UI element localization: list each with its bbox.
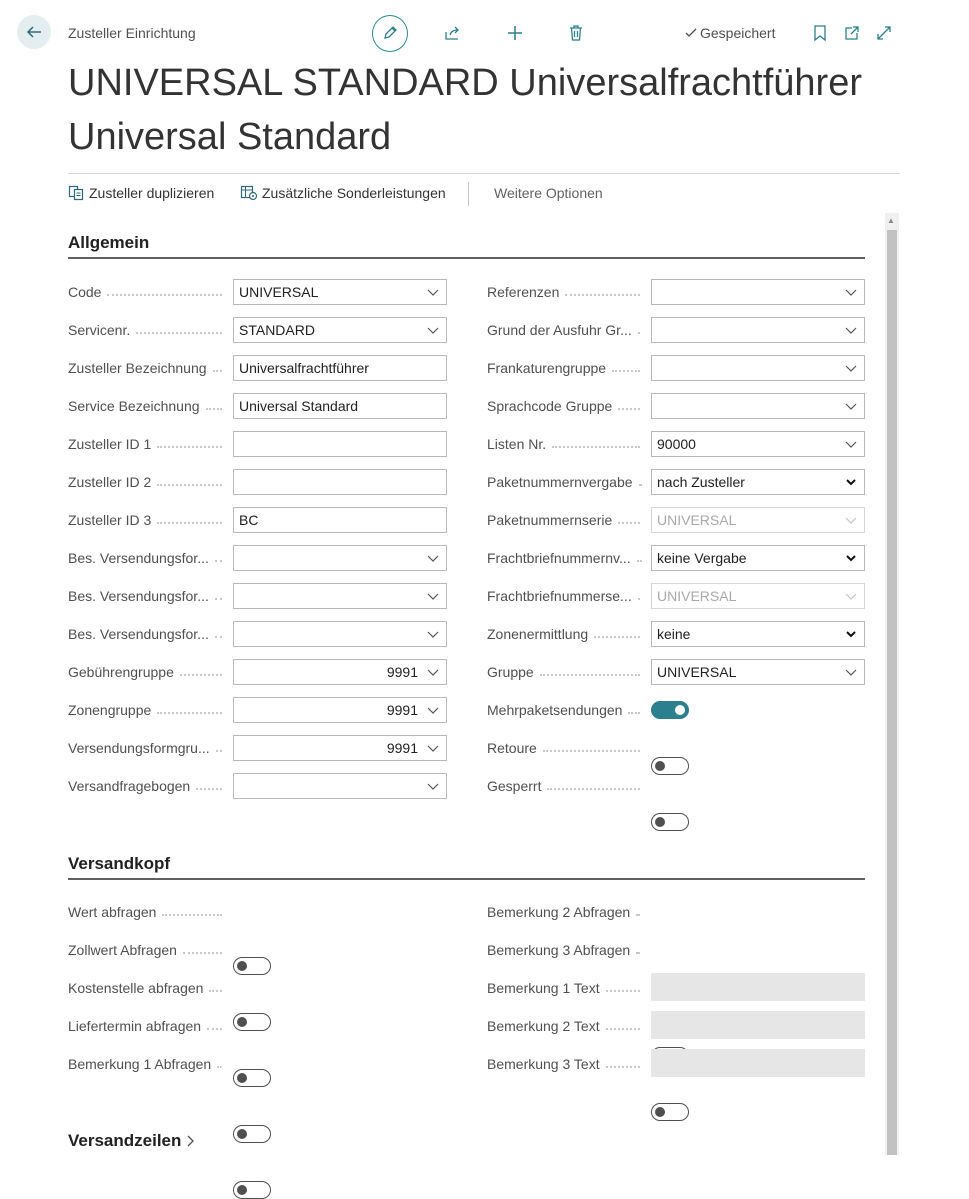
- leader-dots: [612, 370, 640, 372]
- toggle-knob: [675, 705, 685, 715]
- field-label-text: Bemerkung 1 Text: [487, 980, 600, 996]
- toggle-switch[interactable]: [651, 757, 689, 775]
- chevron-down-icon: [426, 323, 440, 337]
- text-input[interactable]: [233, 469, 447, 495]
- text-input[interactable]: [233, 355, 447, 381]
- field-label: [68, 658, 228, 686]
- field-value: Universalfrachtführer: [239, 360, 369, 376]
- field-value: 90000: [657, 436, 696, 452]
- more-options-label: Weitere Optionen: [494, 185, 603, 201]
- leader-dots: [157, 446, 222, 448]
- field-label-text: Bes. Versendungsfor...: [68, 550, 209, 566]
- open-new-window-button[interactable]: [834, 15, 870, 51]
- field-label: [487, 506, 646, 534]
- extra-services-label: Zusätzliche Sonderleistungen: [262, 185, 446, 201]
- chevron-down-icon: [844, 285, 858, 299]
- text-input[interactable]: [233, 393, 447, 419]
- delete-button[interactable]: [558, 15, 594, 51]
- field-label-text: Versandfragebogen: [68, 778, 191, 794]
- leader-dots: [638, 332, 640, 334]
- new-button[interactable]: [497, 15, 533, 51]
- field-label-text: Frachtbriefnummernv...: [487, 550, 631, 566]
- field-label: [68, 354, 228, 382]
- field-label: [487, 316, 646, 344]
- chevron-down-icon: [844, 361, 858, 375]
- field-value: UNIVERSAL: [657, 512, 737, 528]
- chevron-down-icon: [844, 513, 858, 527]
- select-field[interactable]: [651, 621, 865, 647]
- field-label: [487, 898, 646, 926]
- field-label-text: Zusteller ID 1: [68, 436, 152, 452]
- chevron-down-icon: [426, 779, 440, 793]
- select-field[interactable]: [651, 469, 865, 495]
- pencil-icon: [382, 25, 398, 41]
- field-value: STANDARD: [239, 322, 315, 338]
- field-label: [68, 544, 228, 572]
- chevron-down-icon: [426, 741, 440, 755]
- field-value: UNIVERSAL: [657, 588, 737, 604]
- field-label: [68, 696, 228, 724]
- bookmark-button[interactable]: [802, 15, 838, 51]
- field-label: [487, 658, 646, 686]
- leader-dots: [540, 674, 640, 676]
- leader-dots: [196, 788, 222, 790]
- lookup-field[interactable]: [651, 279, 865, 305]
- field-label: [68, 468, 228, 496]
- section-shipping-lines[interactable]: [68, 1131, 195, 1151]
- field-label-text: Gebührengruppe: [68, 664, 174, 680]
- field-label: [68, 278, 228, 306]
- field-label: [68, 392, 228, 420]
- toggle-knob: [655, 817, 665, 827]
- lookup-field[interactable]: [233, 659, 447, 685]
- field-value: UNIVERSAL: [239, 284, 319, 300]
- field-label-text: Kostenstelle abfragen: [68, 980, 204, 996]
- toggle-knob: [237, 1185, 247, 1195]
- scroll-up-icon[interactable]: ▲: [887, 216, 895, 225]
- field-label: [487, 734, 646, 762]
- field-label-text: Zusteller Bezeichnung: [68, 360, 207, 376]
- field-label: [68, 506, 228, 534]
- chevron-down-icon: [426, 627, 440, 641]
- field-label-text: Sprachcode Gruppe: [487, 398, 613, 414]
- leader-dots: [215, 636, 222, 638]
- toggle-knob: [237, 1017, 247, 1027]
- edit-button[interactable]: [372, 15, 408, 51]
- leader-dots: [636, 952, 640, 954]
- share-button[interactable]: [434, 15, 470, 51]
- field-label-text: Bemerkung 3 Text: [487, 1056, 600, 1072]
- select-caret-icon: [844, 475, 858, 489]
- leader-dots: [552, 446, 640, 448]
- leader-dots: [618, 408, 640, 410]
- lookup-field[interactable]: [233, 735, 447, 761]
- field-label: [487, 1012, 646, 1040]
- section-divider: [68, 257, 865, 259]
- lookup-field[interactable]: [651, 431, 865, 457]
- toggle-switch[interactable]: [233, 1125, 271, 1143]
- leader-dots: [136, 332, 222, 334]
- scrollbar-thumb[interactable]: [887, 230, 897, 1155]
- toggle-switch[interactable]: [651, 1103, 689, 1121]
- section-divider: [68, 878, 865, 880]
- field-label: [68, 1050, 228, 1078]
- field-value: UNIVERSAL: [657, 664, 737, 680]
- leader-dots: [216, 750, 222, 752]
- chevron-down-icon: [844, 589, 858, 603]
- field-value: BC: [239, 512, 259, 528]
- leader-dots: [107, 294, 222, 296]
- leader-dots: [565, 294, 640, 296]
- trash-icon: [568, 24, 584, 42]
- field-label: [487, 620, 646, 648]
- field-label-text: Bes. Versendungsfor...: [68, 626, 209, 642]
- page-title-line-2: Universal Standard: [68, 116, 392, 158]
- leader-dots: [618, 522, 640, 524]
- field-label: [68, 430, 228, 458]
- section-title-shipping-lines: Versandzeilen: [68, 1131, 182, 1150]
- field-label-text: Frachtbriefnummerse...: [487, 588, 632, 604]
- readonly-field: [651, 973, 865, 1001]
- chevron-down-icon: [426, 589, 440, 603]
- field-label-text: Grund der Ausfuhr Gr...: [487, 322, 632, 338]
- field-label-text: Servicenr.: [68, 322, 131, 338]
- field-label: [487, 582, 646, 610]
- field-label-text: Bes. Versendungsfor...: [68, 588, 209, 604]
- lookup-field[interactable]: [233, 545, 447, 571]
- lookup-field[interactable]: [233, 621, 447, 647]
- text-input[interactable]: [233, 507, 447, 533]
- leader-dots: [637, 560, 640, 562]
- field-label: [487, 936, 646, 964]
- field-label-text: Retoure: [487, 740, 537, 756]
- field-label: [487, 544, 646, 572]
- leader-dots: [162, 914, 222, 916]
- field-label-text: Zusteller ID 2: [68, 474, 152, 490]
- field-label: [68, 582, 228, 610]
- edit-circle: [372, 15, 408, 52]
- field-label: [68, 316, 228, 344]
- field-label-text: Bemerkung 1 Abfragen: [68, 1056, 212, 1072]
- chevron-down-icon: [844, 437, 858, 451]
- leader-dots: [628, 712, 640, 714]
- plus-icon: [506, 24, 524, 42]
- leader-dots: [213, 370, 222, 372]
- chevron-down-icon: [844, 665, 858, 679]
- field-value: 9991: [386, 664, 418, 680]
- back-button[interactable]: [17, 15, 51, 49]
- expand-button[interactable]: [866, 15, 902, 51]
- duplicate-carrier-label: Zusteller duplizieren: [89, 185, 215, 201]
- lookup-field[interactable]: [233, 279, 447, 305]
- duplicate-carrier-action[interactable]: [68, 185, 214, 201]
- field-label-text: Frankaturengruppe: [487, 360, 607, 376]
- lookup-field[interactable]: [233, 697, 447, 723]
- field-label-text: Zusteller ID 3: [68, 512, 152, 528]
- lookup-field-disabled: [651, 507, 865, 533]
- leader-dots: [547, 788, 640, 790]
- leader-dots: [183, 952, 222, 954]
- field-label-text: Paketnummernvergabe: [487, 474, 633, 490]
- select-field[interactable]: [651, 545, 865, 571]
- copy-icon: [68, 185, 85, 201]
- field-value: keine: [657, 626, 691, 642]
- chevron-down-icon: [844, 399, 858, 413]
- chevron-down-icon: [426, 665, 440, 679]
- field-label: [487, 278, 646, 306]
- field-label-text: Zollwert Abfragen: [68, 942, 177, 958]
- leader-dots: [606, 1066, 640, 1068]
- leader-dots: [215, 598, 222, 600]
- lookup-field[interactable]: [233, 317, 447, 343]
- leader-dots: [217, 1066, 222, 1068]
- field-label: [487, 974, 646, 1002]
- leader-dots: [180, 674, 222, 676]
- table-settings-icon: [240, 185, 258, 201]
- field-label-text: Zonenermittlung: [487, 626, 589, 642]
- page-title-line-1: UNIVERSAL STANDARD Universalfrachtführer: [68, 62, 862, 104]
- toggle-switch[interactable]: [233, 1181, 271, 1199]
- field-label: [68, 974, 228, 1002]
- leader-dots: [639, 484, 640, 486]
- expand-icon: [875, 24, 893, 42]
- field-label-text: Wert abfragen: [68, 904, 157, 920]
- field-label-text: Mehrpaketsendungen: [487, 702, 623, 718]
- field-label-text: Code: [68, 284, 102, 300]
- share-icon: [443, 24, 461, 42]
- field-label: [68, 1012, 228, 1040]
- field-label-text: Gruppe: [487, 664, 534, 680]
- chevron-down-icon: [844, 323, 858, 337]
- saved-label: Gespeichert: [700, 25, 776, 41]
- leader-dots: [606, 1028, 640, 1030]
- lookup-field[interactable]: [651, 355, 865, 381]
- lookup-field[interactable]: [233, 583, 447, 609]
- leader-dots: [594, 636, 640, 638]
- select-caret-icon: [844, 551, 858, 565]
- leader-dots: [215, 560, 222, 562]
- breadcrumb: Zusteller Einrichtung: [68, 25, 196, 41]
- leader-dots: [206, 408, 222, 410]
- action-separator: [468, 182, 469, 206]
- toggle-knob: [655, 1107, 665, 1117]
- field-label: [487, 696, 646, 724]
- field-value: nach Zusteller: [657, 474, 745, 490]
- field-label-text: Liefertermin abfragen: [68, 1018, 202, 1034]
- field-label: [487, 468, 646, 496]
- toggle-knob: [655, 761, 665, 771]
- extra-services-action[interactable]: [240, 185, 446, 201]
- leader-dots: [636, 914, 640, 916]
- field-label-text: Referenzen: [487, 284, 560, 300]
- field-value: 9991: [386, 702, 418, 718]
- toggle-knob: [237, 961, 247, 971]
- select-caret-icon: [844, 627, 858, 641]
- field-value: 9991: [386, 740, 418, 756]
- field-label-text: Bemerkung 2 Text: [487, 1018, 600, 1034]
- field-label: [68, 734, 228, 762]
- field-label-text: Paketnummernserie: [487, 512, 613, 528]
- field-label-text: Listen Nr.: [487, 436, 547, 452]
- toggle-switch[interactable]: [233, 1013, 271, 1031]
- leader-dots: [606, 990, 640, 992]
- field-label-text: Gesperrt: [487, 778, 542, 794]
- toggle-switch[interactable]: [233, 1069, 271, 1087]
- field-label: [487, 354, 646, 382]
- field-value: keine Vergabe: [657, 550, 747, 566]
- field-label-text: Zonengruppe: [68, 702, 152, 718]
- field-label-text: Bemerkung 2 Abfragen: [487, 904, 631, 920]
- field-value: Universal Standard: [239, 398, 359, 414]
- section-title-shipping-header[interactable]: Versandkopf: [68, 854, 171, 873]
- toggle-switch[interactable]: [233, 957, 271, 975]
- leader-dots: [638, 598, 640, 600]
- field-label: [68, 620, 228, 648]
- chevron-down-icon: [426, 551, 440, 565]
- field-label: [487, 772, 646, 800]
- toggle-switch[interactable]: [651, 701, 689, 719]
- field-label: [487, 430, 646, 458]
- bookmark-icon: [813, 24, 827, 42]
- field-label: [68, 898, 228, 926]
- open-new-window-icon: [843, 24, 861, 42]
- toggle-switch[interactable]: [651, 813, 689, 831]
- lookup-field[interactable]: [233, 773, 447, 799]
- checkmark-icon: [684, 26, 698, 40]
- field-label-text: Bemerkung 3 Abfragen: [487, 942, 631, 958]
- lookup-field[interactable]: [651, 659, 865, 685]
- chevron-right-icon: [185, 1134, 195, 1148]
- section-title-general[interactable]: Allgemein: [68, 233, 150, 252]
- leader-dots: [157, 484, 222, 486]
- leader-dots: [157, 522, 222, 524]
- lookup-field[interactable]: [651, 317, 865, 343]
- toggle-knob: [237, 1129, 247, 1139]
- field-label: [68, 936, 228, 964]
- lookup-field[interactable]: [651, 393, 865, 419]
- more-options-action[interactable]: [494, 185, 603, 201]
- field-label: [487, 1050, 646, 1078]
- divider: [68, 173, 900, 174]
- field-label-text: Service Bezeichnung: [68, 398, 200, 414]
- readonly-field: [651, 1049, 865, 1077]
- toggle-knob: [237, 1073, 247, 1083]
- text-input[interactable]: [233, 431, 447, 457]
- readonly-field: [651, 1011, 865, 1039]
- chevron-down-icon: [426, 285, 440, 299]
- chevron-down-icon: [426, 703, 440, 717]
- leader-dots: [157, 712, 222, 714]
- lookup-field-disabled: [651, 583, 865, 609]
- arrow-left-icon: [25, 23, 43, 41]
- field-label: [487, 392, 646, 420]
- page-title: [68, 56, 888, 164]
- leader-dots: [209, 990, 222, 992]
- saved-status: [684, 25, 775, 41]
- leader-dots: [543, 750, 640, 752]
- field-label-text: Versendungsformgru...: [68, 740, 210, 756]
- field-label: [68, 772, 228, 800]
- leader-dots: [207, 1028, 222, 1030]
